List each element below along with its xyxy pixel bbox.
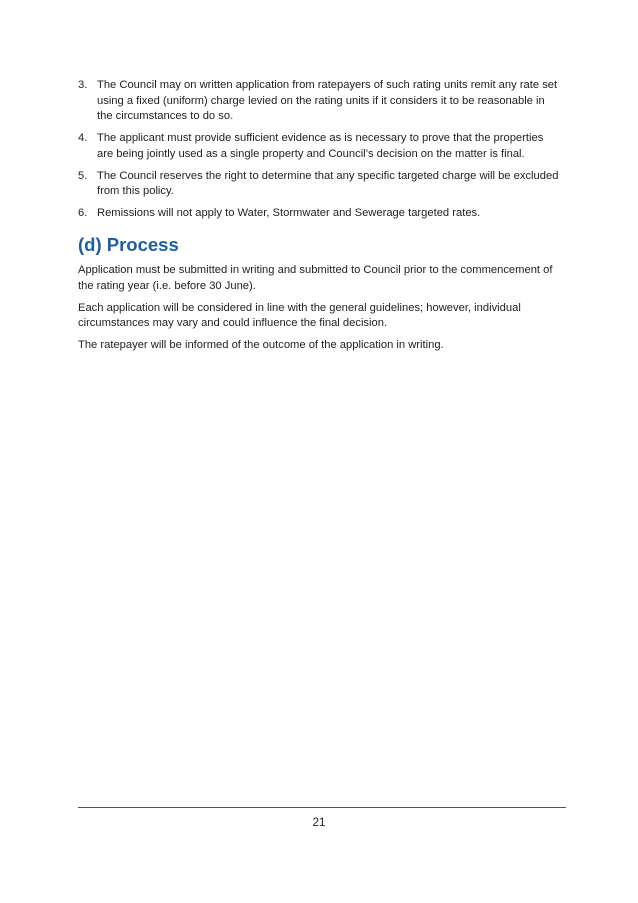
paragraph-consideration: Each application will be considered in line with the general guidelines; however, individual circumstances may vary and could influence the final decision. bbox=[78, 301, 521, 329]
list-item-number: 5. bbox=[78, 169, 88, 182]
section-heading: (d) Process bbox=[78, 234, 179, 255]
list-item bbox=[78, 206, 560, 222]
list-item bbox=[78, 169, 560, 200]
page-number: 21 bbox=[312, 817, 326, 829]
list-item-number: 6. bbox=[78, 207, 88, 219]
list-item bbox=[78, 131, 560, 162]
list-item-number: 3. bbox=[78, 79, 88, 91]
remission-conditions-list bbox=[78, 78, 560, 228]
paragraph-submission: Application must be submitted in writing and submitted to Council prior to the commencement of the rating year (i.e. before 30 June). bbox=[78, 264, 553, 292]
list-item-text: The Council reserves the right to determine that any specific targeted charge will be excluded from this policy. bbox=[97, 169, 559, 197]
footer-divider bbox=[78, 807, 566, 808]
list-item bbox=[78, 78, 560, 125]
section-body bbox=[78, 263, 560, 360]
list-item-text: The Council may on written application from ratepayers of such rating units remit any rate set using a fixed (uniform) charge levied on the rating units if it considers it to be reasonable in the circumstances to do so. bbox=[97, 79, 558, 122]
list-item-text: Remissions will not apply to Water, Stormwater and Sewerage targeted rates. bbox=[97, 207, 481, 219]
list-item-text: The applicant must provide sufficient evidence as is necessary to prove that the properties are being jointly used as a single property and Council’s decision on the matter is final. bbox=[97, 132, 544, 160]
list-item-number: 4. bbox=[78, 132, 88, 144]
paragraph-outcome: The ratepayer will be informed of the outcome of the application in writing. bbox=[78, 339, 444, 351]
